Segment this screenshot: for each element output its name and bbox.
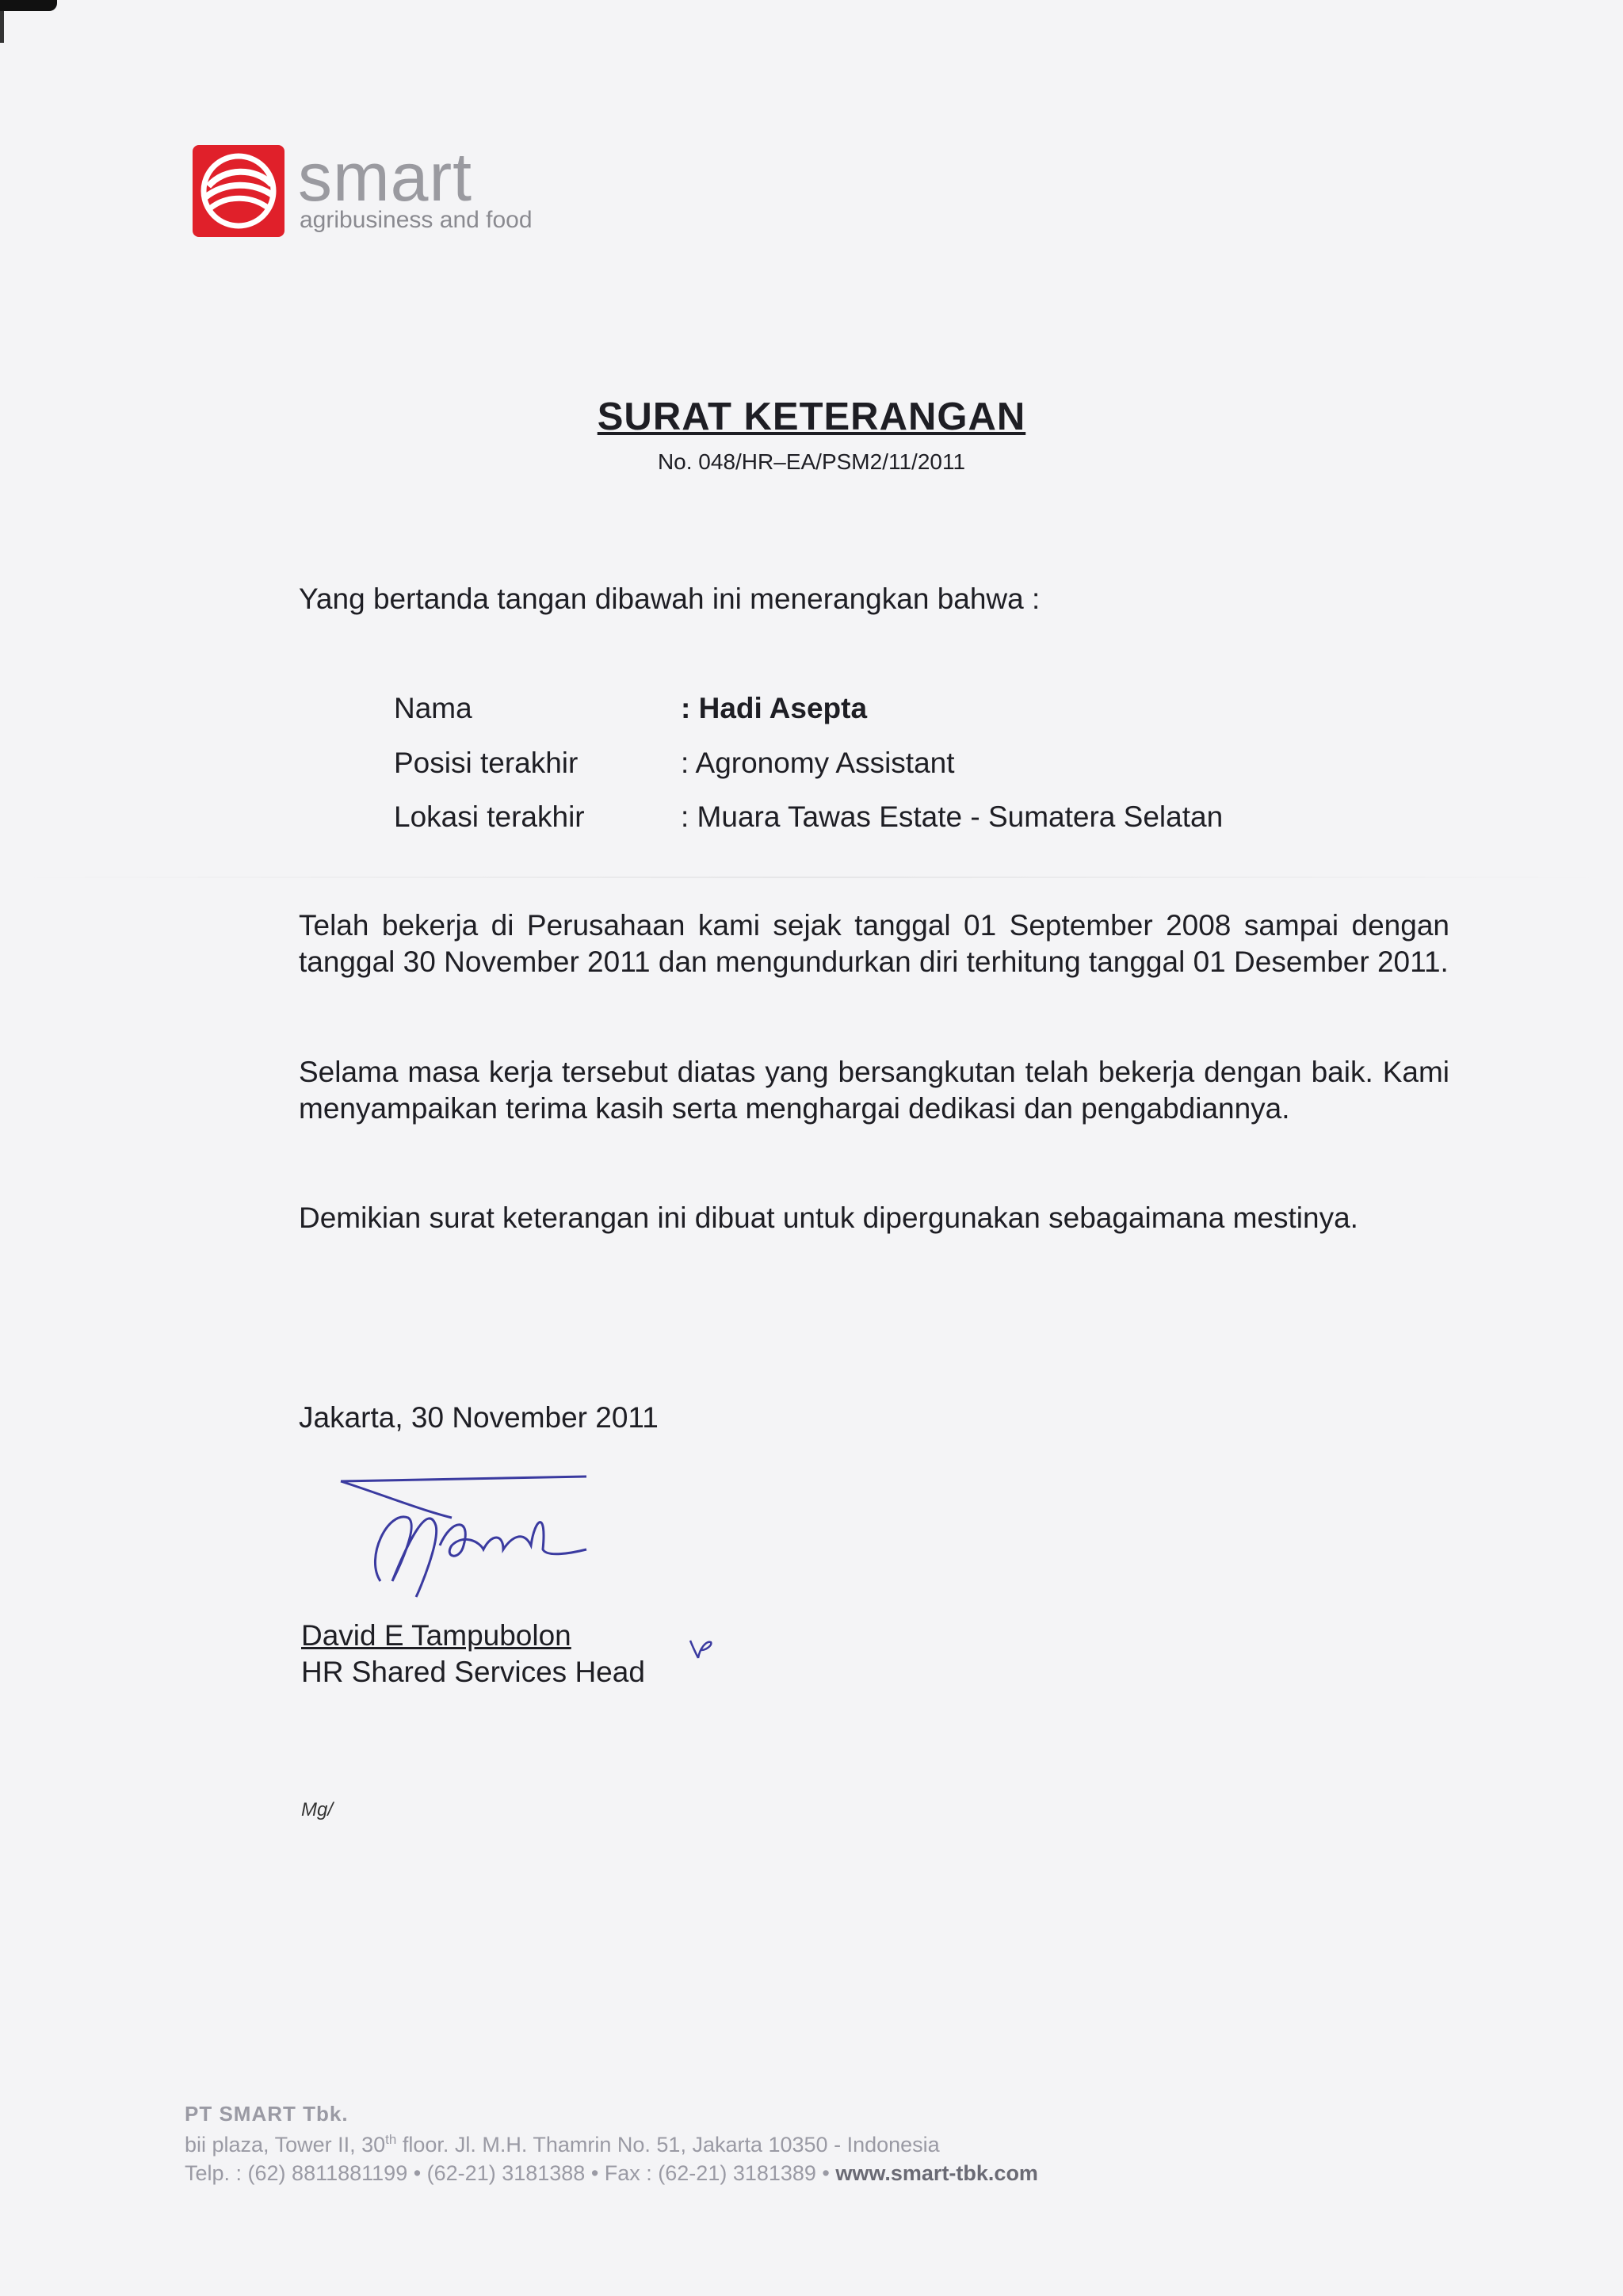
- paragraph-appreciation: Selama masa kerja tersebut diatas yang bersangkutan telah bekerja dengan baik. Kami menyampaikan terima kasih serta menghargai dedikasi dan pengabdiannya.: [299, 1056, 1449, 1125]
- intro-text: Yang bertanda tangan dibawah ini menerangkan bahwa :: [299, 583, 1041, 615]
- footer-address-main: bii plaza, Tower II, 30: [185, 2133, 386, 2157]
- logo-tagline: agribusiness and food: [300, 207, 533, 233]
- field-value: : Muara Tawas Estate - Sumatera Selatan: [681, 800, 1224, 833]
- handwritten-signature: [333, 1470, 602, 1609]
- signer-title: HR Shared Services Head: [301, 1656, 645, 1688]
- logo-wordmark: smart: [298, 139, 472, 216]
- field-value: : Agronomy Assistant: [681, 747, 955, 779]
- paragraph-closing: Demikian surat keterangan ini dibuat untuk dipergunakan sebagaimana mestinya.: [299, 1201, 1358, 1234]
- footer-company: PT SMART Tbk.: [185, 2102, 349, 2126]
- paragraph-employment: Telah bekerja di Perusahaan kami sejak tanggal 01 September 2008 sampai dengan tanggal 30 November 2011 dan mengundurkan diri terhitung tanggal 01 Desember 2011.: [299, 909, 1449, 978]
- field-label: Nama: [394, 692, 472, 724]
- footer-website: www.smart-tbk.com: [835, 2161, 1038, 2185]
- field-label: Posisi terakhir: [394, 747, 579, 779]
- footer-address: [185, 2132, 940, 2157]
- document-number: No. 048/HR–EA/PSM2/11/2011: [657, 449, 966, 474]
- signer-name: David E Tampubolon: [301, 1619, 571, 1652]
- field-value: : Hadi Asepta: [681, 692, 868, 724]
- footer-address-sup: th: [385, 2132, 397, 2147]
- smart-logo-icon: [193, 145, 285, 237]
- place-date: Jakarta, 30 November 2011: [299, 1401, 659, 1434]
- handwritten-initial: [685, 1633, 717, 1668]
- scan-edge-mark: [0, 11, 4, 43]
- document-title: SURAT KETERANGAN: [597, 395, 1026, 438]
- footer-contact: [185, 2161, 1038, 2186]
- typist-initials: Mg/: [301, 1799, 334, 1820]
- paper-fold-line: [0, 877, 1623, 878]
- field-label: Lokasi terakhir: [394, 800, 585, 833]
- footer-phone-fax: Telp. : (62) 8811881199 • (62-21) 3181388 • Fax : (62-21) 3181389 •: [185, 2161, 836, 2185]
- scan-corner-mark: [0, 0, 57, 11]
- footer-address-rest: floor. Jl. M.H. Thamrin No. 51, Jakarta 10350 - Indonesia: [396, 2133, 940, 2157]
